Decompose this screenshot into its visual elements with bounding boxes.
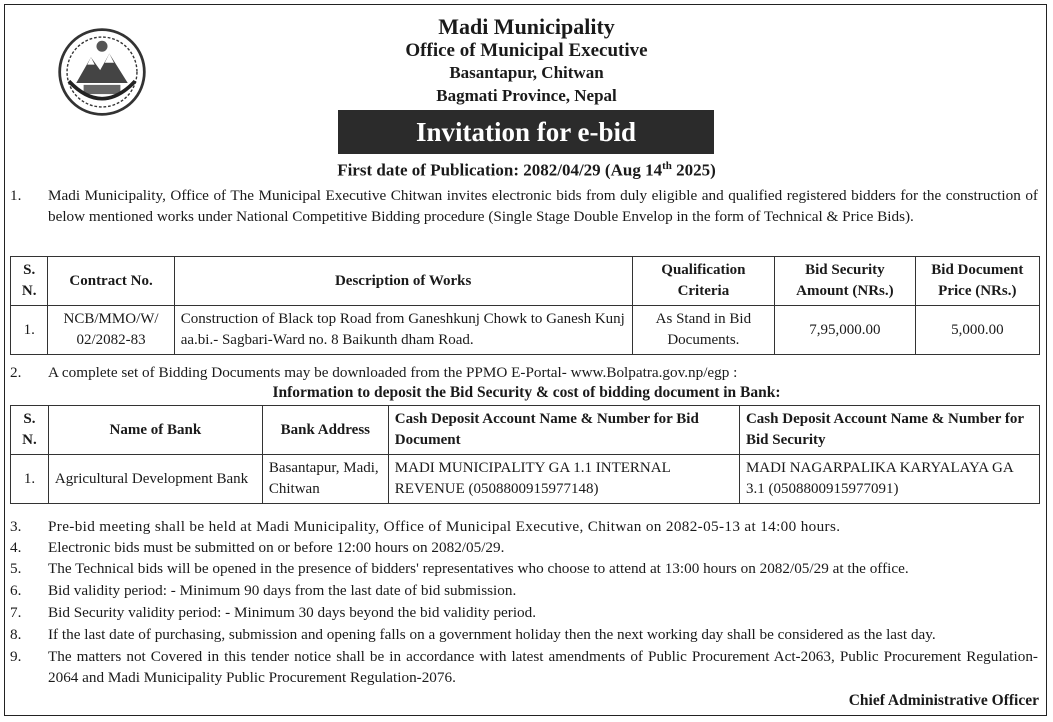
header-contract-no: Contract No. bbox=[48, 257, 174, 306]
table-row: 1. Agricultural Development Bank Basantapur, Madi, Chitwan MADI MUNICIPALITY GA 1.1 INTERNAL REVENUE (0508800915977148) MADI NAGARPALIKA KARYALAYA GA 3.1 (0508800915977091) bbox=[11, 455, 1040, 504]
municipality-name: Madi Municipality bbox=[438, 14, 615, 39]
header-sn: S. N. bbox=[11, 406, 49, 455]
header-bid-security: Bid Security Amount (NRs.) bbox=[775, 257, 916, 306]
publication-date: First date of Publication: 2082/04/29 (Aug 14th 2025) bbox=[337, 160, 716, 180]
header-bank-address: Bank Address bbox=[262, 406, 388, 455]
header-doc-account: Cash Deposit Account Name & Number for Bid Document bbox=[388, 406, 739, 455]
office-name: Office of Municipal Executive bbox=[405, 40, 648, 61]
signatory-title: Chief Administrative Officer bbox=[848, 692, 1039, 709]
works-table bbox=[10, 256, 1040, 355]
header-qualification: Qualification Criteria bbox=[632, 257, 775, 306]
bank-info-heading: Information to deposit the Bid Security & cost of bidding document in Bank: bbox=[272, 384, 781, 401]
province: Bagmati Province, Nepal bbox=[436, 86, 617, 105]
header-security-account: Cash Deposit Account Name & Number for Bid Security bbox=[739, 406, 1039, 455]
location: Basantapur, Chitwan bbox=[449, 63, 604, 82]
header-bank-name: Name of Bank bbox=[48, 406, 262, 455]
notice-title-banner: Invitation for e-bid bbox=[338, 110, 714, 154]
header-doc-price: Bid Document Price (NRs.) bbox=[915, 257, 1039, 306]
header-description: Description of Works bbox=[174, 257, 632, 306]
bank-table bbox=[10, 405, 1040, 504]
header-sn: S. N. bbox=[11, 257, 48, 306]
table-row: 1. NCB/MMO/W/ 02/2082-83 Construction of Black top Road from Ganeshkunj Chowk to Ganesh Kunj aa.bi.- Sagbari-Ward no. 8 Baikunth dham Road. As Stand in Bid Documents. 7,95,000.00 5,000.00 bbox=[11, 306, 1040, 355]
